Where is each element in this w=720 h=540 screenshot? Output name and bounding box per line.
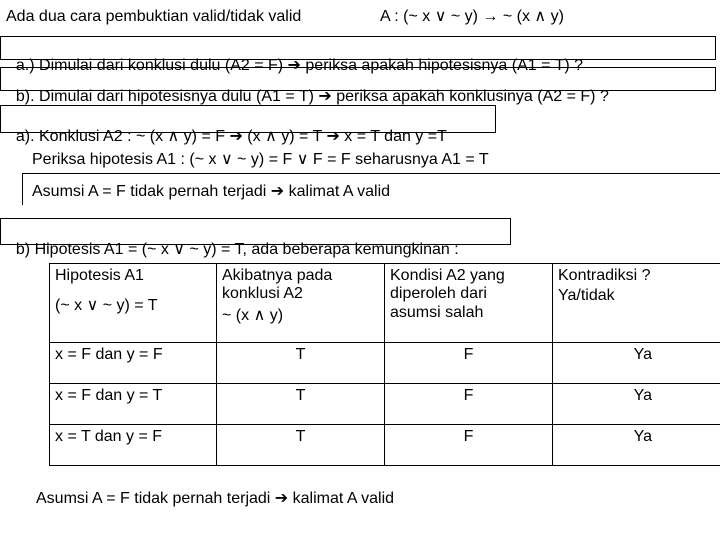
part-b-box (0, 218, 511, 259)
header-consequence-line1: Akibatnya pada (222, 267, 333, 284)
table-row (50, 384, 720, 425)
cell-condition: F (385, 384, 553, 425)
cell-contradiction: Ya (553, 425, 720, 466)
cell-case: x = F dan y = T (50, 384, 217, 425)
part-a-text: a). Konklusi A2 : ~ (x ∧ y) = F ➔ (x ∧ y) = T ➔ x = T dan y =T (15, 128, 447, 146)
header-condition-line2: diperoleh dari (390, 285, 487, 303)
header-hypothesis-line2: (~ x ∨ ~ y) = T (55, 297, 158, 315)
cell-a2: T (217, 343, 385, 384)
header-consequence-line3: ~ (x ∧ y) (222, 306, 284, 324)
title-left: Ada dua cara pembuktian valid/tidak valid (6, 8, 302, 25)
method-a-box (0, 36, 716, 75)
cell-contradiction: Ya (553, 343, 720, 384)
header-consequence-line2: konklusi A2 (222, 285, 303, 303)
header-condition (385, 264, 553, 343)
cell-condition: F (385, 343, 553, 384)
method-b-text: b). Dimulai dari hipotesisnya dulu (A1 = T) ➔ periksa apakah konklusinya (A2 = F) ? (15, 88, 609, 106)
conclusion-b: Asumsi A = F tidak pernah terjadi ➔ kalimat A valid (36, 490, 395, 507)
header-contradiction (553, 264, 720, 343)
header-hypothesis-line1: Hipotesis A1 (55, 267, 144, 284)
table-header-row (50, 264, 720, 343)
cell-case: x = F dan y = F (50, 343, 217, 384)
cell-a2: T (217, 425, 385, 466)
cell-condition: F (385, 425, 553, 466)
title-formula: A : (~ x ∨ ~ y) → ~ (x ∧ y) (380, 8, 564, 25)
header-hypothesis (50, 264, 217, 343)
conclusion-a: Asumsi A = F tidak pernah terjadi ➔ kalimat A valid (32, 183, 391, 200)
header-consequence (217, 264, 385, 343)
part-a-box (0, 105, 496, 146)
table-row (50, 425, 720, 466)
part-b-text: b) Hipotesis A1 = (~ x ∨ ~ y) = T, ada beberapa kemungkinan : (15, 241, 459, 259)
header-contradiction-line2: Ya/tidak (558, 287, 615, 305)
cell-a2: T (217, 384, 385, 425)
header-condition-line3: asumsi salah (390, 303, 484, 321)
cell-contradiction: Ya (553, 384, 720, 425)
hypothesis-check: Periksa hipotesis A1 : (~ x ∨ ~ y) = F ∨ F = F seharusnya A1 = T (32, 151, 489, 168)
table-row (50, 343, 720, 384)
header-contradiction-line1: Kontradiksi ? (558, 267, 651, 284)
part-a-divider (22, 173, 720, 205)
truth-table (49, 263, 720, 466)
method-a-text: a.) Dimulai dari konklusi dulu (A2 = F) ➔ periksa apakah hipotesisnya (A1 = T) ? (15, 57, 584, 75)
header-condition-line1: Kondisi A2 yang (390, 267, 505, 284)
method-b-box (0, 67, 716, 106)
cell-case: x = T dan y = F (50, 425, 217, 466)
